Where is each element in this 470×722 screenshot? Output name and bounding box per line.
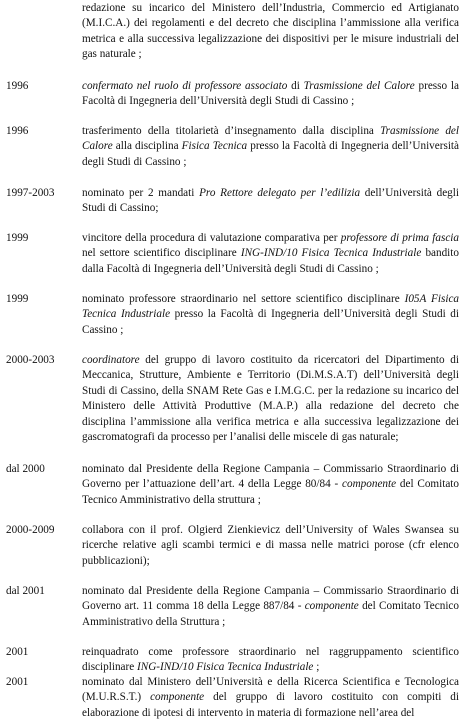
italic-run: coordinatore [82,354,140,366]
italic-run: Fisica Tecnica [181,140,248,153]
entry-text [82,231,459,277]
entry-text [82,124,459,170]
italic-run: Trasmissione del Calore [82,125,459,153]
italic-run: ING-IND/10 Fisica Tecnica Industriale [137,661,314,674]
text-run: nominato dal Presidente della Regione Campania – Commissario Straordinario di Governo per l’attuazione dell’art. 4 della Legge 80/84 - [82,463,459,491]
text-run: bandito dalla Facoltà di Ingegneria dell’Università degli Studi di Cassino ; [82,247,459,275]
text-run: reinquadrato come professore straordinario nel raggruppamento scientifico disciplinare [82,646,459,674]
entry-text [82,292,459,338]
italic-run: componente [304,600,359,613]
entry-text [82,675,459,721]
entry-year: 1999 [6,293,29,305]
italic-run: ING-IND/10 Fisica Tecnica Industriale [240,247,422,260]
entry-year: 1996 [6,125,29,137]
entry-year: dal 2001 [6,585,45,597]
text-run: nominato dal Ministero dell’Università e della Ricerca Scientifica e Tecnologica (M.U.R.S.T.) [82,676,459,704]
text-run: del Comitato Tecnico Amministrativo della struttura ; [82,478,460,506]
text-run: nominato dal Presidente della Regione Campania – Commissario Straordinario di Governo art. 11 comma 18 della Legge 887/84 - [82,585,459,613]
text-run: presso la Facoltà di Ingegneria dell’Università degli Studi di Cassino ; [82,308,459,336]
entry-text [82,584,459,630]
text-run: ; [313,661,320,674]
text-run: alla disciplina [112,140,182,153]
italic-run: I05A Fisica Tecnica Industriale [82,293,459,321]
entry-text [82,186,459,217]
text-run: redazione su incarico del Ministero dell’Industria, Commercio ed Artigianato (M.I.C.A.) dei regolamenti e del decreto che disciplina l’ammissione alla verifica metrica e alla successiva legalizzazione dei dispositivi per le misure industriali del gas naturale ; [82,2,459,61]
entry-text [82,462,459,508]
entry-year: 2001 [6,646,29,658]
text-run: vincitore della procedura di valutazione comparativa per [82,232,341,244]
italic-run: Pro Rettore delegato per l’edilizia [199,187,361,199]
text-run: collabora con il prof. Olgierd Zienkievicz dell’University of Wales Swansea su ricerche relative agli scambi termici e di massa nelle matrici porose (cfr elenco pubblicazioni); [82,524,459,567]
text-run: dell’Università degli Studi di Cassino; [82,187,459,215]
italic-run: Trasmissione del Calore [303,80,415,92]
text-run: nel settore scientifico disciplinare [82,247,241,260]
text-run: del gruppo di lavoro costituito da ricercatori del Dipartimento di Meccanica, Strutture, Ambiente e Territorio (Di.M.S.A.T) dell’Università degli Studi di Cassino, della SNAM Rete Gas e I.M.G.C. per la redazione su incarico del Ministero delle Attività Produttive (M.A.P.) alla redazione del decreto che disciplina l’ammissione alla verifica metrica e alla successiva legalizzazione dei gascromatografi da processo per l’analisi delle miscele di gas naturale; [82,354,459,444]
entry-year: 2000-2009 [6,524,55,536]
entry-text [82,645,459,676]
text-run: del gruppo di lavoro costituito con compiti di elaborazione di ipotesi di intervento in materia di formazione nell’area del [82,691,459,719]
italic-run: professore di prima fascia [340,232,459,244]
text-run: presso la Facoltà di Ingegneria dell’Università degli Studi di Cassino ; [82,140,459,168]
entry-year: 2001 [6,676,29,688]
text-run: trasferimento della titolarietà d’insegnamento dalla disciplina [82,125,381,137]
entry-year: 1999 [6,232,29,244]
entry-text [82,79,459,110]
text-run: presso la Facoltà di Ingegneria dell’Università degli Studi di Cassino ; [82,80,459,108]
entry-year: 1997-2003 [6,187,55,199]
entry-year: dal 2000 [6,463,45,475]
text-run: nominato professore straordinario nel settore scientifico disciplinare [82,293,405,305]
text-run: di [287,80,304,92]
italic-run: componente [150,691,205,704]
text-run: nominato per 2 mandati [82,187,200,199]
italic-run: componente [342,478,397,491]
entry-text [82,353,459,445]
entry-text [82,1,459,63]
entry-text [82,523,459,569]
text-run: del Comitato Tecnico Amministrativo della Struttura ; [82,600,459,628]
entry-year: 1996 [6,80,29,92]
entry-year: 2000-2003 [6,354,55,366]
italic-run: confermato nel ruolo di professore associato [82,80,288,92]
